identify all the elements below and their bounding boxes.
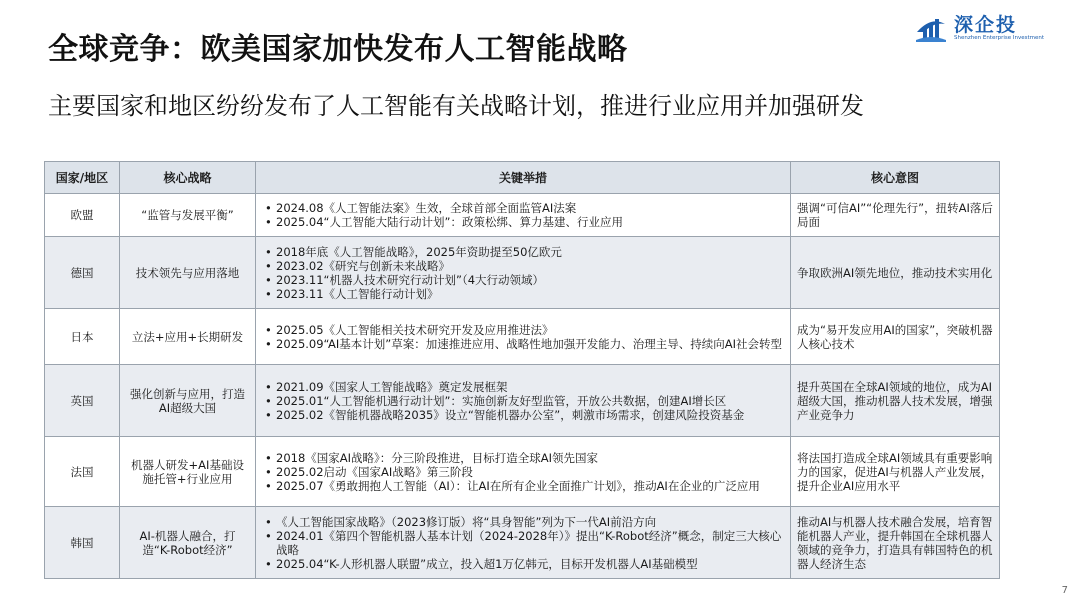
header-country: 国家/地区 <box>45 162 120 194</box>
measure-item: • 2025.07《勇敢拥抱人工智能（AI）：让AI在所有企业全面推广计划》，推动AI在企业的广泛应用 <box>276 479 784 493</box>
measure-item: • 2021.09《国家人工智能战略》奠定发展框架 <box>276 380 784 394</box>
measure-item: • 2025.04“人工智能大陆行动计划”：政策松绑、算力基建、行业应用 <box>276 215 784 229</box>
measures-cell <box>256 194 791 237</box>
company-logo <box>912 8 1052 48</box>
measure-item: • 2018《国家AI战略》：分三阶段推进，目标打造全球AI领先国家 <box>276 451 784 465</box>
measure-item: • 《人工智能国家战略》（2023修订版）将“具身智能”列为下一代AI前沿方向 <box>276 515 784 529</box>
page-title: 全球竞争：欧美国家加快发布人工智能战略 <box>48 32 628 67</box>
measure-item: • 2024.01《第四个智能机器人基本计划（2024-2028年）》提出“K-Robot经济”概念，制定三大核心战略 <box>276 529 784 557</box>
header-measures: 关键举措 <box>256 162 791 194</box>
strategy-cell: “监管与发展平衡” <box>120 194 256 237</box>
table-row <box>45 237 1000 309</box>
country-cell: 德国 <box>45 237 120 309</box>
country-cell: 欧盟 <box>45 194 120 237</box>
table-header-row <box>45 162 1000 194</box>
table-row <box>45 309 1000 365</box>
measure-item: • 2025.05《人工智能相关技术研究开发及应用推进法》 <box>276 323 784 337</box>
country-cell: 韩国 <box>45 507 120 579</box>
measures-cell <box>256 237 791 309</box>
strategy-cell: AI-机器人融合，打造“K-Robot经济” <box>120 507 256 579</box>
table-row <box>45 365 1000 437</box>
measure-item: • 2023.11“机器人技术研究行动计划”（4大行动领域） <box>276 273 784 287</box>
strategy-cell: 机器人研发+AI基础设施托管+行业应用 <box>120 437 256 507</box>
table-row <box>45 194 1000 237</box>
logo-mark-icon <box>914 10 948 44</box>
measure-item: • 2025.02启动《国家AI战略》第三阶段 <box>276 465 784 479</box>
table-row <box>45 507 1000 579</box>
measure-item: • 2025.02《智能机器战略2035》设立“智能机器办公室”，刺激市场需求，创建风险投资基金 <box>276 408 784 422</box>
measures-cell <box>256 437 791 507</box>
measure-item: • 2023.11《人工智能行动计划》 <box>276 287 784 301</box>
intent-cell: 推动AI与机器人技术融合发展，培育智能机器人产业，提升韩国在全球机器人领域的竞争力，打造具有韩国特色的机器人经济生态 <box>791 507 1000 579</box>
strategy-cell: 强化创新与应用，打造AI超级大国 <box>120 365 256 437</box>
page-subtitle: 主要国家和地区纷纷发布了人工智能有关战略计划，推进行业应用并加强研发 <box>48 92 864 120</box>
country-cell: 法国 <box>45 437 120 507</box>
strategy-cell: 立法+应用+长期研发 <box>120 309 256 365</box>
measure-item: • 2025.01“人工智能机遇行动计划”：实施创新友好型监管，开放公共数据，创建AI增长区 <box>276 394 784 408</box>
intent-cell: 提升英国在全球AI领域的地位，成为AI超级大国，推动机器人技术发展，增强产业竞争力 <box>791 365 1000 437</box>
measure-item: • 2023.02《研究与创新未来战略》 <box>276 259 784 273</box>
measures-cell <box>256 309 791 365</box>
logo-subtitle: Shenzhen Enterprise Investment <box>954 35 1045 41</box>
measure-item: • 2025.09“AI基本计划”草案：加速推进应用、战略性地加强开发能力、治理主导、持续向AI社会转型 <box>276 337 784 351</box>
country-cell: 日本 <box>45 309 120 365</box>
header-strategy: 核心战略 <box>120 162 256 194</box>
strategy-cell: 技术领先与应用落地 <box>120 237 256 309</box>
country-cell: 英国 <box>45 365 120 437</box>
measure-item: • 2024.08《人工智能法案》生效，全球首部全面监管AI法案 <box>276 201 784 215</box>
logo-name: 深企投 <box>954 14 1018 36</box>
page-number: 7 <box>1061 585 1068 596</box>
intent-cell: 争取欧洲AI领先地位，推动技术实用化 <box>791 237 1000 309</box>
intent-cell: 将法国打造成全球AI领域具有重要影响力的国家，促进AI与机器人产业发展，提升企业AI应用水平 <box>791 437 1000 507</box>
measures-cell <box>256 507 791 579</box>
measures-cell <box>256 365 791 437</box>
strategy-table <box>44 161 1000 579</box>
measure-item: • 2018年底《人工智能战略》，2025年资助提至50亿欧元 <box>276 245 784 259</box>
header-intent: 核心意图 <box>791 162 1000 194</box>
measure-item: • 2025.04“K-人形机器人联盟”成立，投入超1万亿韩元，目标开发机器人AI基础模型 <box>276 557 784 571</box>
intent-cell: 成为“易开发应用AI的国家”，突破机器人核心技术 <box>791 309 1000 365</box>
intent-cell: 强调“可信AI”“伦理先行”，扭转AI落后局面 <box>791 194 1000 237</box>
table-row <box>45 437 1000 507</box>
